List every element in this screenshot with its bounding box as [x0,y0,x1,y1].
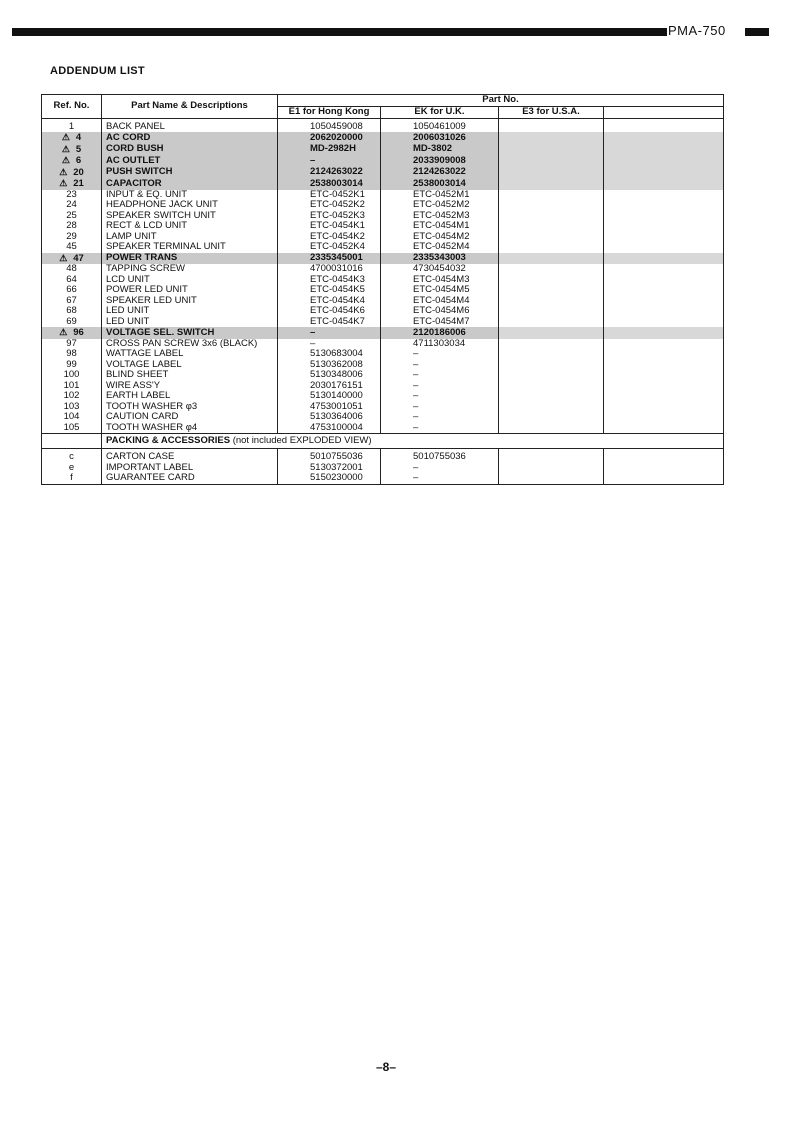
table-row [42,118,724,132]
e3-cell [499,285,604,296]
ek-cell: ETC-0452M1 [381,190,499,201]
extra-cell [604,232,724,243]
name-cell: IMPORTANT LABEL [102,463,278,474]
extra-cell [604,275,724,286]
extra-cell [604,221,724,232]
col-e1-header: E1 for Hong Kong [278,107,381,119]
e3-cell [499,339,604,350]
extra-cell [604,264,724,275]
e1-cell: – [278,155,381,167]
extra-cell [604,473,724,484]
extra-cell [604,463,724,474]
ref-cell [42,423,102,434]
table-row [42,155,724,167]
name-cell: LAMP UNIT [102,232,278,243]
ek-cell: ETC-0454M6 [381,306,499,317]
ek-cell: ETC-0454M3 [381,275,499,286]
table-row [42,167,724,179]
extra-cell [604,200,724,211]
e3-cell [499,296,604,307]
ref-number: 1 [68,120,75,132]
e1-cell: ETC-0452K1 [278,190,381,201]
table-row [42,339,724,350]
e1-cell: 2538003014 [278,178,381,190]
e3-cell [499,463,604,474]
name-cell: LED UNIT [102,306,278,317]
ek-cell: 2006031026 [381,132,499,144]
extra-cell [604,339,724,350]
name-cell: AC CORD [102,132,278,144]
e1-cell: 4700031016 [278,264,381,275]
header-rule [12,28,667,36]
e1-cell: 5130140000 [278,391,381,402]
e3-cell [499,327,604,339]
e3-cell [499,306,604,317]
e3-cell [499,155,604,167]
e3-cell [499,370,604,381]
name-cell: HEADPHONE JACK UNIT [102,200,278,211]
e3-cell [499,317,604,328]
e1-cell: ETC-0452K2 [278,200,381,211]
e1-cell: 4753001051 [278,402,381,413]
table-row [42,232,724,243]
extra-cell [604,391,724,402]
e3-cell [499,473,604,484]
e1-cell: 5150230000 [278,473,381,484]
ek-cell: 2033909008 [381,155,499,167]
e3-cell [499,391,604,402]
name-cell: POWER LED UNIT [102,285,278,296]
ref-number: 20 [73,166,84,178]
name-cell: SPEAKER TERMINAL UNIT [102,242,278,253]
extra-cell [604,285,724,296]
name-cell: PUSH SWITCH [102,167,278,179]
extra-cell [604,402,724,413]
name-cell: EARTH LABEL [102,391,278,402]
ref-cell [42,155,102,167]
table-row [42,264,724,275]
ref-number: 96 [73,327,84,338]
ek-cell: – [381,473,499,484]
ek-cell: 2538003014 [381,178,499,190]
ref-number: 64 [66,274,77,285]
ref-cell [42,211,102,222]
ek-cell: ETC-0452M4 [381,242,499,253]
e1-cell: ETC-0452K4 [278,242,381,253]
extra-cell [604,327,724,339]
ref-number: 101 [63,380,80,391]
e1-cell: ETC-0454K1 [278,221,381,232]
page-number: –8– [376,1060,397,1074]
e3-cell [499,118,604,132]
e3-cell [499,221,604,232]
ref-number: 47 [73,252,84,264]
extra-cell [604,296,724,307]
extra-cell [604,118,724,132]
ref-cell [42,463,102,474]
extra-cell [604,155,724,167]
ref-cell [42,296,102,307]
ek-cell: 5010755036 [381,449,499,463]
table-row [42,306,724,317]
ref-number: 98 [66,349,77,359]
e1-cell: 2062020000 [278,132,381,144]
safety-warning-icon: ⚠ [61,155,70,165]
ref-number: 4 [75,132,82,143]
ref-cell [42,339,102,350]
extra-cell [604,317,724,328]
ref-cell [42,144,102,156]
ref-number: 100 [63,370,80,380]
name-cell: INPUT & EQ. UNIT [102,190,278,201]
ek-cell: – [381,412,499,423]
name-cell: VOLTAGE SEL. SWITCH [102,327,278,339]
ref-cell [42,275,102,286]
ref-cell [42,118,102,132]
e3-cell [499,211,604,222]
e3-cell [499,232,604,243]
col-name-header: Part Name & Descriptions [102,95,278,119]
extra-cell [604,211,724,222]
ek-cell: 4711303034 [381,339,499,350]
col-ek-header: EK for U.K. [381,107,499,119]
ref-number: 105 [63,422,80,433]
ref-cell [42,264,102,275]
extra-cell [604,132,724,144]
ref-cell [42,381,102,392]
extra-cell [604,242,724,253]
e1-cell: – [278,339,381,350]
e3-cell [499,275,604,286]
e3-cell [499,381,604,392]
ek-cell: – [381,360,499,371]
safety-warning-icon: ⚠ [59,166,68,177]
name-cell: SPEAKER SWITCH UNIT [102,211,278,222]
name-cell: CROSS PAN SCREW 3x6 (BLACK) [102,339,278,350]
ref-cell [42,190,102,201]
e3-cell [499,178,604,190]
name-cell: POWER TRANS [102,253,278,265]
e1-cell: 5130364006 [278,412,381,423]
e3-cell [499,264,604,275]
table-row [42,473,724,484]
packing-ref-cell [42,434,102,449]
ref-cell [42,360,102,371]
ek-cell: ETC-0452M3 [381,211,499,222]
addendum-table [41,94,724,485]
e1-cell: 2124263022 [278,167,381,179]
name-cell: TOOTH WASHER φ3 [102,402,278,413]
name-cell: CAUTION CARD [102,412,278,423]
e1-cell: – [278,327,381,339]
ref-cell [42,132,102,144]
extra-cell [604,360,724,371]
name-cell: BACK PANEL [102,118,278,132]
ref-number: 97 [66,338,77,349]
name-cell: TOOTH WASHER φ4 [102,423,278,434]
ref-number: 99 [66,359,77,370]
name-cell: CORD BUSH [102,144,278,156]
name-cell: RECT & LCD UNIT [102,221,278,232]
ek-cell: – [381,391,499,402]
e3-cell [499,412,604,423]
ref-number: 23 [66,189,77,200]
extra-cell [604,190,724,201]
ref-cell [42,167,102,179]
ek-cell: – [381,381,499,392]
ref-number: 25 [66,210,77,221]
ek-cell: – [381,423,499,434]
name-cell: CAPACITOR [102,178,278,190]
table-row [42,391,724,402]
extra-cell [604,253,724,265]
e1-cell: ETC-0454K2 [278,232,381,243]
ek-cell: – [381,463,499,474]
name-cell: TAPPING SCREW [102,264,278,275]
ek-cell: ETC-0454M1 [381,221,499,232]
e3-cell [499,253,604,265]
e3-cell [499,402,604,413]
e1-cell: 5010755036 [278,449,381,463]
ref-cell [42,327,102,339]
ref-cell [42,306,102,317]
ref-number: e [68,462,75,473]
name-cell: CARTON CASE [102,449,278,463]
col-extra-header [604,107,724,119]
name-cell: WIRE ASS'Y [102,381,278,392]
packing-list [42,449,724,485]
col-ref-header: Ref. No. [42,95,102,119]
e1-cell: 2335345001 [278,253,381,265]
e1-cell: ETC-0452K3 [278,211,381,222]
ref-number: 67 [66,295,77,306]
ref-cell [42,412,102,423]
e3-cell [499,132,604,144]
table-row [42,178,724,190]
extra-cell [604,370,724,381]
ref-number: 68 [66,306,77,316]
safety-warning-icon: ⚠ [59,252,68,263]
table-row [42,381,724,392]
ref-cell [42,449,102,463]
ref-cell [42,242,102,253]
e3-cell [499,360,604,371]
ref-number: c [69,451,74,462]
packing-heading [102,434,724,449]
extra-cell [604,178,724,190]
table-row [42,370,724,381]
name-cell: WATTAGE LABEL [102,349,278,360]
safety-warning-icon: ⚠ [59,327,68,337]
e1-cell: ETC-0454K5 [278,285,381,296]
ek-cell: MD-3802 [381,144,499,156]
ek-cell: 1050461009 [381,118,499,132]
e1-cell: ETC-0454K7 [278,317,381,328]
ek-cell: 2120186006 [381,327,499,339]
table-row [42,144,724,156]
table-row [42,296,724,307]
model-label: PMA-750 [668,23,726,38]
ref-cell [42,370,102,381]
ek-cell: ETC-0454M2 [381,232,499,243]
e1-cell: ETC-0454K6 [278,306,381,317]
ref-cell [42,473,102,484]
name-cell: BLIND SHEET [102,370,278,381]
e1-cell: ETC-0454K4 [278,296,381,307]
ref-number: 69 [66,316,77,327]
ref-cell [42,200,102,211]
table-row [42,327,724,339]
e3-cell [499,200,604,211]
name-cell: LCD UNIT [102,275,278,286]
table-row [42,221,724,232]
packing-note: (not included EXPLODED VIEW) [232,434,372,446]
ref-cell [42,178,102,190]
ref-number: 29 [66,231,77,242]
ref-number: 6 [75,155,82,166]
ref-number: 45 [66,242,77,252]
e1-cell: 4753100004 [278,423,381,434]
e3-cell [499,144,604,156]
ref-number: 24 [66,200,77,210]
table-row [42,200,724,211]
ek-cell: ETC-0454M4 [381,296,499,307]
parts-list [42,118,724,434]
table-row [42,253,724,265]
ek-cell: 4730454032 [381,264,499,275]
ref-cell [42,285,102,296]
table-row [42,242,724,253]
ek-cell: – [381,402,499,413]
table-row [42,285,724,296]
extra-cell [604,306,724,317]
ek-cell: 2335343003 [381,253,499,265]
e3-cell [499,423,604,434]
e1-cell: MD-2982H [278,144,381,156]
name-cell: GUARANTEE CARD [102,473,278,484]
ref-cell [42,349,102,360]
ref-number: 48 [66,264,77,274]
safety-warning-icon: ⚠ [59,178,68,188]
ref-cell [42,317,102,328]
table-row [42,423,724,434]
ref-number: 102 [63,391,80,401]
ek-cell: – [381,349,499,360]
col-e3-header: E3 for U.S.A. [499,107,604,119]
table-row [42,275,724,286]
table-row [42,449,724,463]
e1-cell: 5130683004 [278,349,381,360]
extra-cell [604,423,724,434]
extra-cell [604,144,724,156]
ek-cell: – [381,370,499,381]
e1-cell: 5130372001 [278,463,381,474]
table-row [42,463,724,474]
ref-number: 103 [63,401,80,412]
name-cell: VOLTAGE LABEL [102,360,278,371]
table-row [42,360,724,371]
ref-cell [42,402,102,413]
table-row [42,349,724,360]
table-row [42,412,724,423]
e3-cell [499,449,604,463]
ref-number: 28 [66,221,77,231]
name-cell: LED UNIT [102,317,278,328]
e3-cell [499,242,604,253]
safety-warning-icon: ⚠ [61,132,70,142]
ref-number: 66 [66,285,77,295]
e1-cell: 5130348006 [278,370,381,381]
extra-cell [604,449,724,463]
ref-cell [42,221,102,232]
e1-cell: 2030176151 [278,381,381,392]
table-row [42,317,724,328]
ek-cell: ETC-0454M5 [381,285,499,296]
ref-number: 5 [75,143,82,155]
ref-cell [42,232,102,243]
e1-cell: ETC-0454K3 [278,275,381,286]
ref-number: 104 [63,412,80,422]
packing-title: PACKING & ACCESSORIES [106,434,231,446]
extra-cell [604,412,724,423]
e3-cell [499,167,604,179]
table-row [42,211,724,222]
ref-number: f [70,473,73,483]
safety-warning-icon: ⚠ [61,143,70,154]
ref-number: 21 [73,178,84,189]
e3-cell [499,190,604,201]
table-row [42,190,724,201]
extra-cell [604,349,724,360]
table-row [42,132,724,144]
header-rule-end [745,28,769,36]
e1-cell: 5130362008 [278,360,381,371]
page-title: ADDENDUM LIST [50,65,145,77]
e3-cell [499,349,604,360]
ek-cell: 2124263022 [381,167,499,179]
col-partno-header: Part No. [278,95,724,107]
ref-cell [42,253,102,265]
name-cell: SPEAKER LED UNIT [102,296,278,307]
ek-cell: ETC-0452M2 [381,200,499,211]
table-row [42,402,724,413]
ref-cell [42,391,102,402]
ek-cell: ETC-0454M7 [381,317,499,328]
e1-cell: 1050459008 [278,118,381,132]
extra-cell [604,381,724,392]
extra-cell [604,167,724,179]
name-cell: AC OUTLET [102,155,278,167]
